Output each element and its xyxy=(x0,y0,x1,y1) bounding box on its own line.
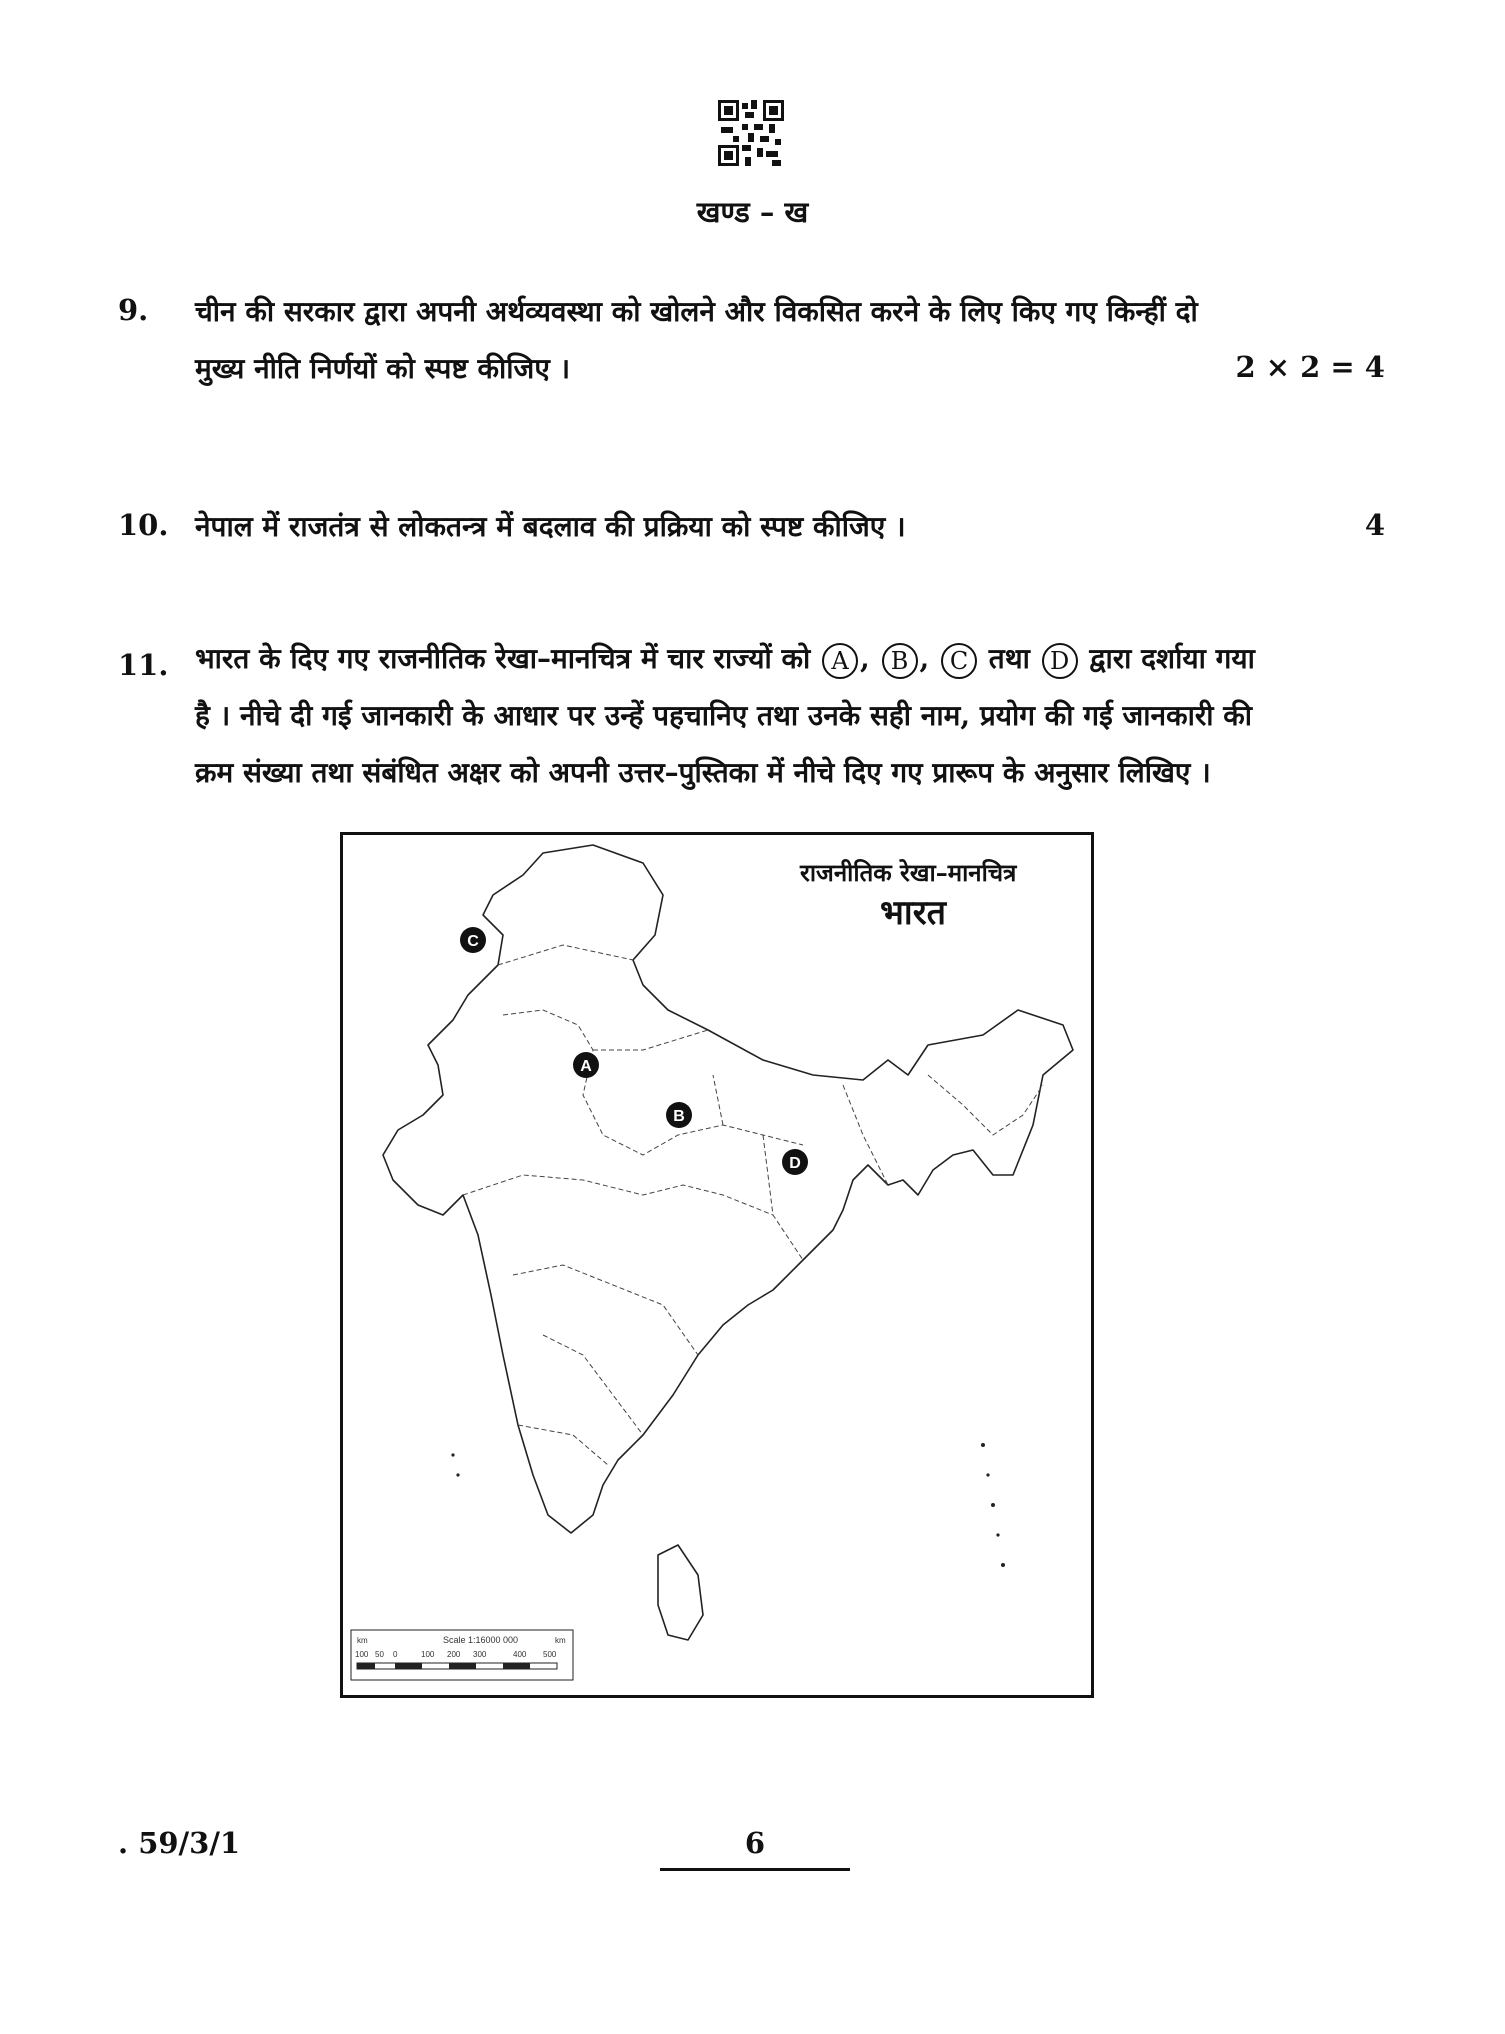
page-number: 6 xyxy=(744,1826,766,1860)
svg-text:200: 200 xyxy=(447,1650,461,1659)
map-marker-c xyxy=(460,927,486,953)
svg-text:A: A xyxy=(580,1058,592,1075)
sri-lanka-outline xyxy=(658,1545,703,1640)
state-boundary xyxy=(543,1335,643,1435)
question-11-conjunction: तथा xyxy=(988,642,1030,675)
circled-letter-c: C xyxy=(941,643,977,679)
question-9-number: 9. xyxy=(118,293,149,327)
svg-text:100: 100 xyxy=(355,1650,369,1659)
map-title-small: राजनीतिक रेखा–मानचित्र xyxy=(800,858,1017,887)
svg-text:C: C xyxy=(467,933,479,950)
question-11-line-1-start: भारत के दिए गए राजनीतिक रेखा–मानचित्र में चार राज्यों को xyxy=(195,642,811,675)
state-boundary xyxy=(503,1010,803,1155)
question-11-line-3: क्रम संख्या तथा संबंधित अक्षर को अपनी उत्तर–पुस्तिका में नीचे दिए गए प्रारूप के अनुसार लिखिए । xyxy=(195,756,1211,789)
india-outline xyxy=(383,845,1073,1533)
question-9-line-1: चीन की सरकार द्वारा अपनी अर्थव्यवस्था को खोलने और विकसित करने के लिए किए गए किन्हीं दो xyxy=(195,295,1198,328)
question-11-line-1 xyxy=(195,630,1395,687)
state-boundary xyxy=(518,1425,608,1465)
question-11-text xyxy=(195,630,1395,801)
svg-text:D: D xyxy=(789,1155,801,1172)
india-outline-map xyxy=(343,835,1091,1695)
svg-text:300: 300 xyxy=(473,1650,487,1659)
svg-text:500: 500 xyxy=(543,1650,557,1659)
circled-letter-b: B xyxy=(882,643,918,679)
state-boundary xyxy=(928,1075,1043,1135)
state-boundary xyxy=(463,1175,773,1215)
question-11-line-1-end: द्वारा दर्शाया गया xyxy=(1089,642,1255,675)
page-number-underline xyxy=(660,1868,850,1871)
svg-text:50: 50 xyxy=(375,1650,384,1659)
map-marker-d xyxy=(782,1149,808,1175)
question-10-marks: 4 xyxy=(1364,508,1385,542)
state-boundary xyxy=(843,1085,888,1185)
state-boundary xyxy=(713,1075,723,1125)
question-9-marks: 2 × 2 = 4 xyxy=(1235,350,1385,384)
section-heading: खण्ड – ख xyxy=(696,195,809,229)
qr-code xyxy=(718,100,784,166)
svg-text:400: 400 xyxy=(513,1650,527,1659)
question-11-line-2: है । नीचे दी गई जानकारी के आधार पर उन्हें पहचानिए तथा उनके सही नाम, प्रयोग की गई जानकारी की xyxy=(195,699,1253,732)
map-marker-a xyxy=(573,1052,599,1078)
state-boundary xyxy=(498,945,633,965)
question-10-number: 10. xyxy=(118,508,169,542)
state-boundary xyxy=(593,1030,708,1050)
question-9-line-2: मुख्य नीति निर्णयों को स्पष्ट कीजिए । xyxy=(195,352,571,385)
svg-text:km: km xyxy=(555,1636,566,1645)
state-boundary xyxy=(513,1265,698,1355)
svg-text:km: km xyxy=(357,1636,368,1645)
svg-text:Scale 1:16000 000: Scale 1:16000 000 xyxy=(443,1635,519,1645)
svg-text:100: 100 xyxy=(421,1650,435,1659)
circled-letter-d: D xyxy=(1042,643,1078,679)
map-title-large: भारत xyxy=(880,893,946,933)
separator: , xyxy=(919,642,930,675)
question-11-number: 11. xyxy=(118,648,169,682)
svg-text:B: B xyxy=(673,1108,685,1125)
circled-letter-a: A xyxy=(822,643,858,679)
separator: , xyxy=(860,642,870,675)
svg-text:0: 0 xyxy=(393,1650,398,1659)
map-scale-bar xyxy=(351,1630,573,1680)
map-marker-b xyxy=(666,1102,692,1128)
question-10-text: नेपाल में राजतंत्र से लोकतन्त्र में बदलाव की प्रक्रिया को स्पष्ट कीजिए । xyxy=(195,510,906,543)
paper-code: . 59/3/1 xyxy=(118,1826,241,1860)
